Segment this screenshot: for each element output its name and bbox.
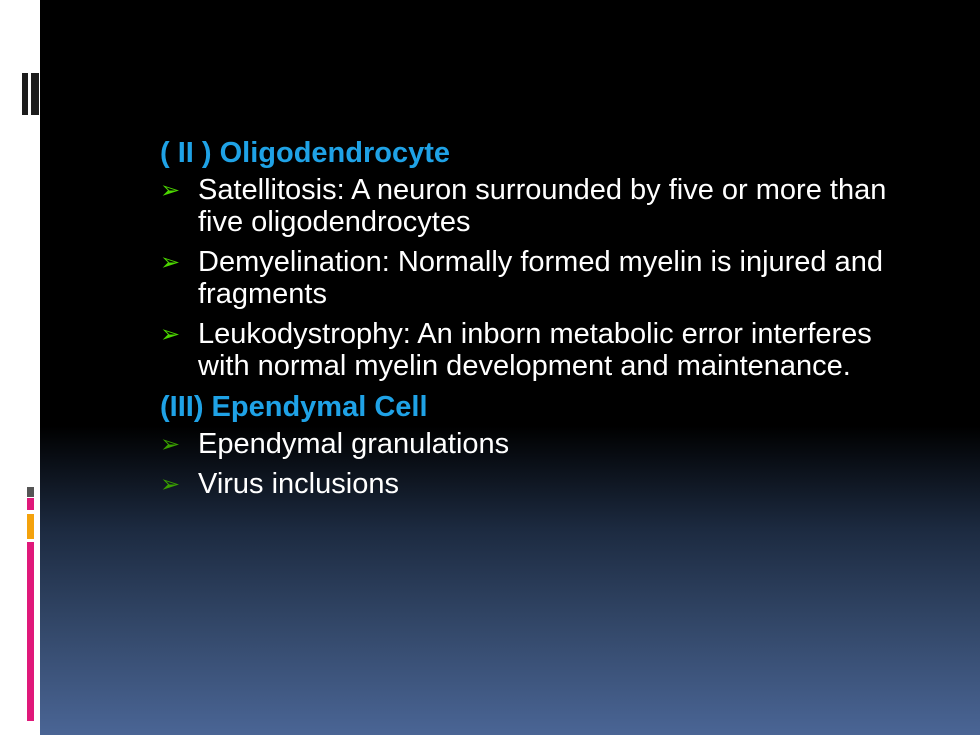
bullet-item	[160, 174, 900, 238]
deco-block-top-2	[31, 73, 39, 115]
deco-strip-dark	[27, 487, 34, 497]
right-arrowhead-icon: ➢	[160, 321, 181, 348]
bullet-text: Demyelination: Normally formed myelin is injured and fragments	[198, 246, 883, 310]
slide-content	[160, 136, 900, 508]
bullet-text: Leukodystrophy: An inborn metabolic error interferes with normal myelin development and maintenance.	[198, 318, 872, 382]
deco-strip-orange	[27, 514, 34, 539]
section-heading-oligodendrocyte: ( II ) Oligodendrocyte	[160, 137, 451, 169]
right-arrowhead-icon: ➢	[160, 177, 181, 204]
deco-block-top-1	[22, 73, 28, 115]
section-heading-ependymal: (III) Ependymal Cell	[160, 391, 428, 423]
deco-strip-magenta-long	[27, 542, 34, 721]
bullet-text: Satellitosis: A neuron surrounded by five or more than five oligodendrocytes	[198, 174, 887, 238]
bullet-text: Virus inclusions	[198, 468, 399, 500]
bullet-item	[160, 468, 900, 500]
bullet-item	[160, 428, 900, 460]
right-arrowhead-icon: ➢	[160, 431, 181, 458]
bullet-item	[160, 318, 900, 382]
right-arrowhead-icon: ➢	[160, 471, 181, 498]
right-arrowhead-icon: ➢	[160, 249, 181, 276]
deco-strip-magenta-small	[27, 498, 34, 510]
bullet-item	[160, 246, 900, 310]
bullet-text: Ependymal granulations	[198, 428, 510, 460]
